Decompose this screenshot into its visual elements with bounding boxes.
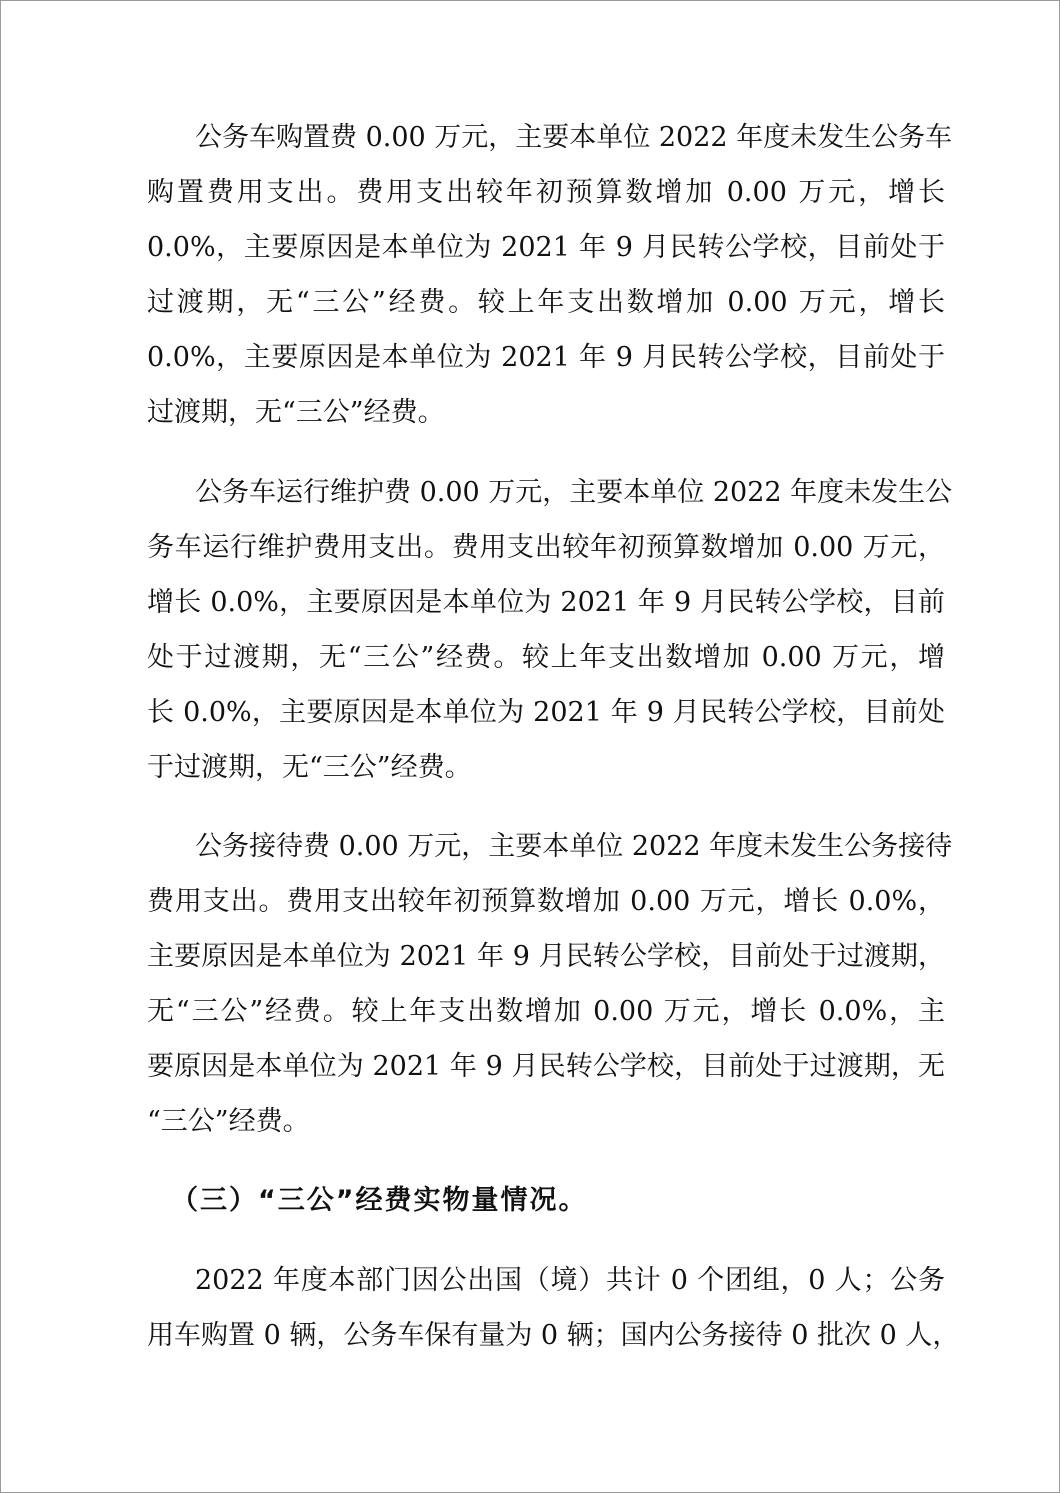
text-line: 购置费用支出。费用支出较年初预算数增加 0.00 万元，增长 [147, 177, 945, 208]
text-line: 0.0%，主要原因是本单位为 2021 年 9 月民转公学校，目前处于 [147, 232, 945, 263]
text-line: 主要原因是本单位为 2021 年 9 月民转公学校，目前处于过渡期， [147, 941, 945, 972]
text-line: 公务车运行维护费 0.00 万元，主要本单位 2022 年度未发生公 [195, 477, 953, 508]
text-line: 公务车购置费 0.00 万元，主要本单位 2022 年度未发生公务车 [195, 122, 953, 153]
text-line: 过渡期，无“三公”经费。 [147, 397, 445, 428]
text-line: 用车购置 0 辆，公务车保有量为 0 辆；国内公务接待 0 批次 0 人， [147, 1320, 960, 1351]
section-heading: （三）“三公”经费实物量情况。 [171, 1185, 588, 1216]
text-line: 0.0%，主要原因是本单位为 2021 年 9 月民转公学校，目前处于 [147, 342, 945, 373]
text-line: “三公”经费。 [147, 1106, 310, 1137]
text-line: 于过渡期，无“三公”经费。 [147, 752, 472, 783]
text-line: 过渡期，无“三公”经费。较上年支出数增加 0.00 万元，增长 [147, 287, 945, 318]
text-line: 增长 0.0%，主要原因是本单位为 2021 年 9 月民转公学校，目前 [147, 587, 945, 618]
text-line: 要原因是本单位为 2021 年 9 月民转公学校，目前处于过渡期，无 [147, 1051, 945, 1082]
text-line: 处于过渡期，无“三公”经费。较上年支出数增加 0.00 万元，增 [147, 642, 945, 673]
text-line: 务车运行维护费用支出。费用支出较年初预算数增加 0.00 万元， [147, 532, 945, 563]
text-line: 无“三公”经费。较上年支出数增加 0.00 万元，增长 0.0%，主 [147, 996, 945, 1027]
text-line: 费用支出。费用支出较年初预算数增加 0.00 万元，增长 0.0%， [147, 886, 945, 917]
text-line: 长 0.0%，主要原因是本单位为 2021 年 9 月民转公学校，目前处 [147, 697, 945, 728]
text-line: 公务接待费 0.00 万元，主要本单位 2022 年度未发生公务接待 [195, 831, 953, 862]
text-line: 2022 年度本部门因公出国（境）共计 0 个团组，0 人；公务 [195, 1265, 945, 1296]
